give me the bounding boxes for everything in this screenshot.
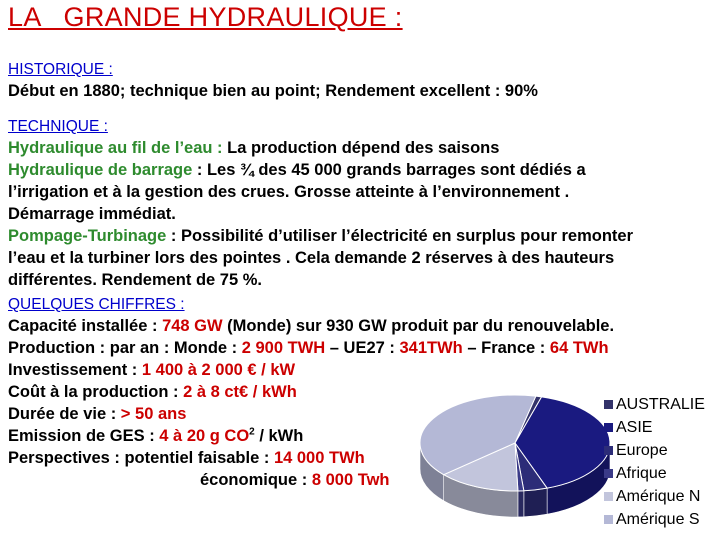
- legend-swatch: [604, 515, 613, 524]
- pompage-text-1: : Possibilité d’utiliser l’électricité en surplus pour remonter: [166, 227, 633, 245]
- legend-item-afrique: [604, 464, 720, 487]
- historique-line: Début en 1880; technique bien au point; Rendement excellent : 90%: [8, 82, 538, 100]
- barrage-label: Hydraulique de barrage: [8, 161, 193, 179]
- production-label: Production : par an : Monde :: [8, 339, 242, 357]
- ges-label: Emission de GES :: [8, 427, 160, 445]
- legend-item-australie: [604, 395, 720, 418]
- chiffres-heading: QUELQUES CHIFFRES :: [8, 296, 185, 313]
- duree-label: Durée de vie :: [8, 405, 121, 423]
- production-ue-label: – UE27 :: [325, 339, 400, 357]
- pie-slice-side-afrique: [518, 491, 524, 517]
- legend-item-asie: [604, 418, 720, 441]
- legend-label: Europe: [616, 442, 668, 459]
- fil-sep: :: [212, 139, 228, 157]
- economique-value: 8 000 Twh: [311, 471, 390, 489]
- capacite-label: Capacité installée :: [8, 317, 163, 335]
- economique-label: économique :: [200, 471, 312, 489]
- perspectives-value: 14 000 TWh: [273, 449, 365, 467]
- historique-section: [8, 60, 716, 102]
- investissement-value: 1 400 à 2 000 € / kW: [141, 361, 296, 379]
- ges-post: / kWh: [254, 427, 304, 445]
- production-ue-value: 341TWh: [399, 339, 463, 357]
- technique-section: [8, 117, 716, 291]
- investissement-label: Investissement :: [8, 361, 142, 379]
- barrage-text-2: l’irrigation et à la gestion des crues. Grosse atteinte à l’environnement .: [8, 183, 570, 201]
- ges-value: 4 à 20 g CO: [159, 427, 250, 445]
- legend-swatch: [604, 400, 613, 409]
- perspectives-label: Perspectives : potentiel faisable :: [8, 449, 274, 467]
- duree-value: > 50 ans: [120, 405, 187, 423]
- production-france-value: 64 TWh: [549, 339, 609, 357]
- legend-label: AUSTRALIE: [616, 396, 705, 413]
- legend-item-europe: [604, 441, 720, 464]
- cout-label: Coût à la production :: [8, 383, 184, 401]
- barrage-line: [8, 159, 716, 181]
- capacite-value: 748 GW: [162, 317, 223, 335]
- technique-heading: TECHNIQUE :: [8, 118, 108, 135]
- legend-label: Amérique S: [616, 511, 700, 528]
- production-france-label: – France :: [462, 339, 550, 357]
- legend-label: Amérique N: [616, 488, 701, 505]
- legend-swatch: [604, 446, 613, 455]
- legend-item-am-rique-n: [604, 487, 720, 510]
- production-line: [8, 337, 716, 359]
- historique-heading: HISTORIQUE :: [8, 61, 113, 78]
- fil-line: [8, 137, 716, 159]
- chart-legend: [604, 395, 720, 533]
- legend-swatch: [604, 469, 613, 478]
- capacite-line: [8, 315, 716, 337]
- legend-item-am-rique-s: [604, 510, 720, 533]
- legend-label: Afrique: [616, 465, 667, 482]
- pompage-line: [8, 225, 716, 247]
- legend-swatch: [604, 492, 613, 501]
- pompage-text-3: différentes. Rendement de 75 %.: [8, 271, 262, 289]
- pompage-label: Pompage-Turbinage: [8, 227, 167, 245]
- pie-slice-side-europe: [524, 488, 547, 517]
- fil-text: La production dépend des saisons: [227, 139, 500, 157]
- production-monde-value: 2 900 TWH: [241, 339, 326, 357]
- pompage-text-2: l’eau et la turbiner lors des pointes . Cela demande 2 réserves à des hauteurs: [8, 249, 615, 267]
- barrage-text-3: Démarrage immédiat.: [8, 205, 176, 223]
- legend-swatch: [604, 423, 613, 432]
- ges-sup: 2: [249, 426, 255, 438]
- page-title: LA GRANDE HYDRAULIQUE :: [8, 2, 403, 32]
- legend-label: ASIE: [616, 419, 653, 436]
- fil-label: Hydraulique au fil de l’eau: [8, 139, 213, 157]
- cout-value: 2 à 8 ct€ / kWh: [183, 383, 297, 401]
- barrage-text-1: : Les ¾ des 45 000 grands barrages sont dédiés a: [192, 161, 586, 179]
- capacite-post: (Monde) sur 930 GW produit par du renouvelable.: [222, 317, 615, 335]
